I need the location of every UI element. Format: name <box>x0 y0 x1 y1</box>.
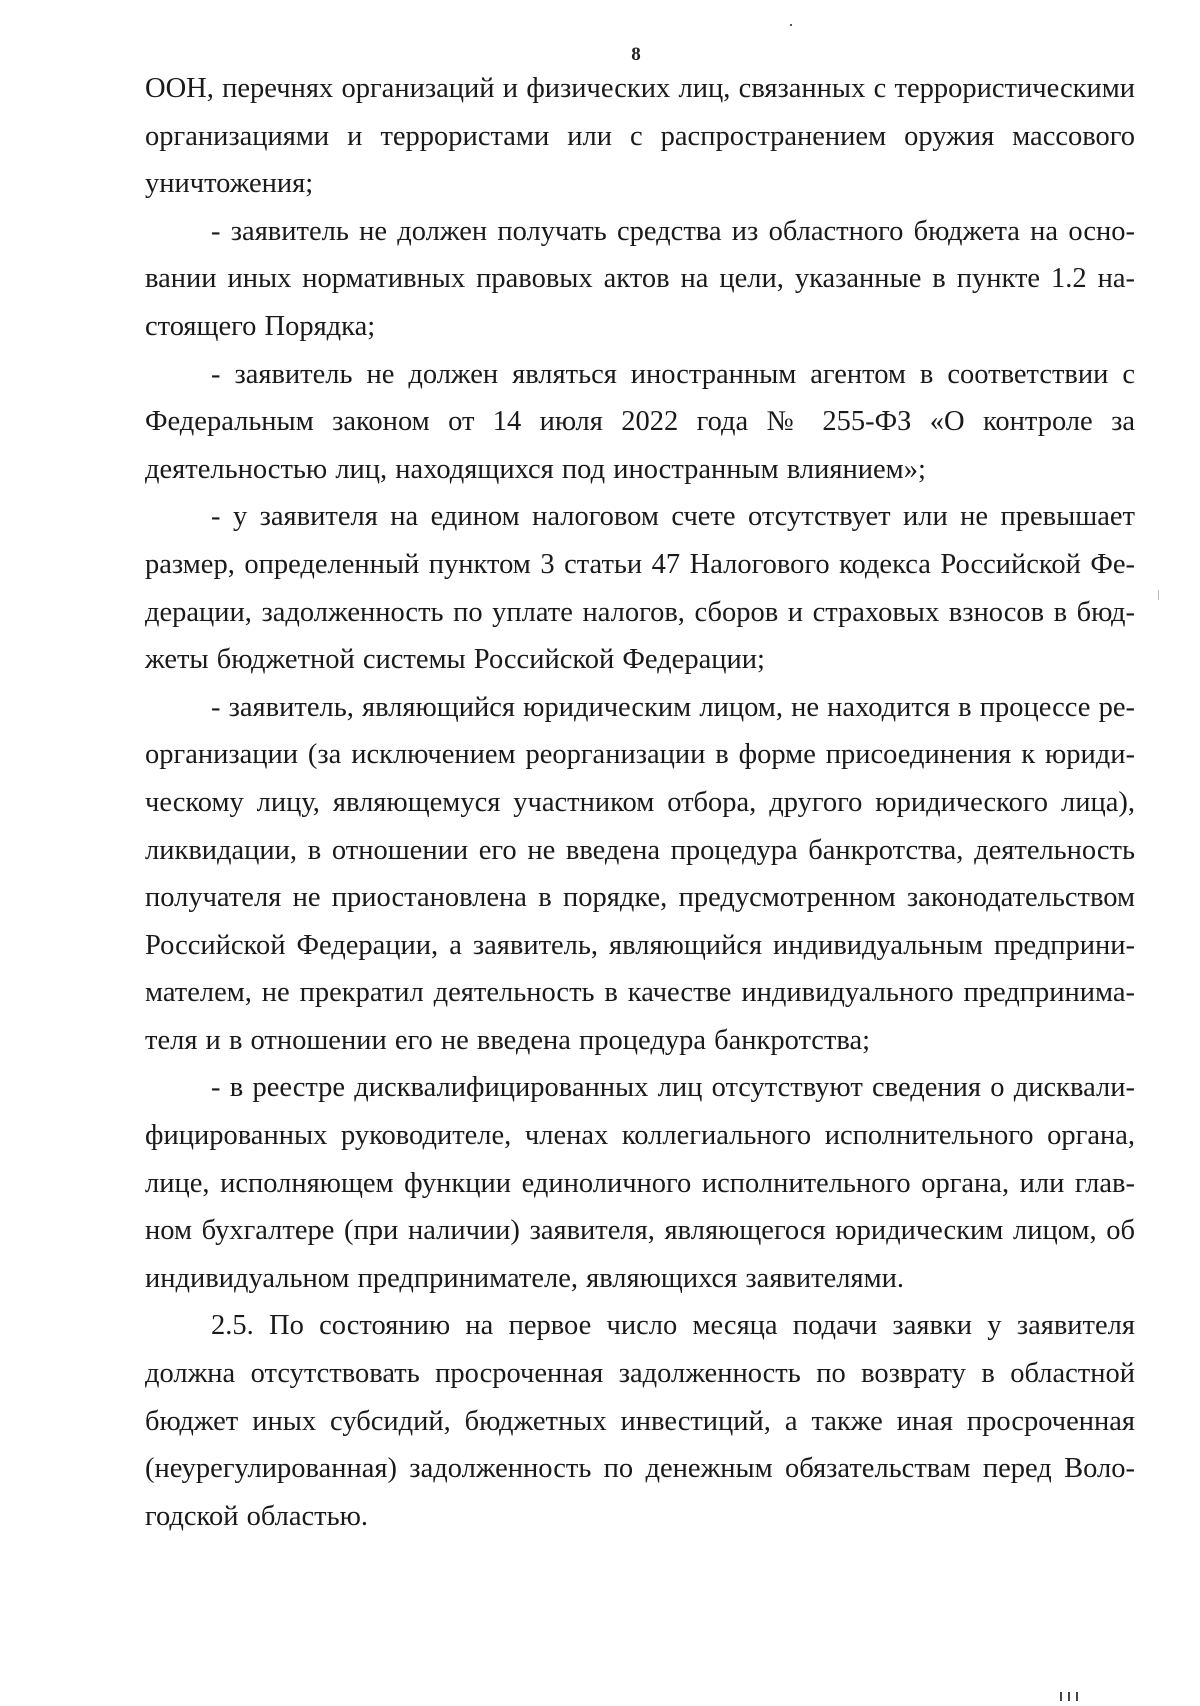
paragraph-clause-2-5: 2.5. По состоянию на первое число месяца подачи заявки у заявителя должна отсутствовать просроченная задолженность по возврату в областной бюджет иных субсидий, бюджетных инвестиций, а также иная просроченная (неурегулированная) задолженность по денежным обязательствам перед Вологодской областью. <box>145 1310 1135 1532</box>
paragraph-bullet-budget-funds: - заявитель не должен получать средства из областного бюджета на основании иных нормативных правовых актов на цели, указанные в пункте 1.2 настоящего Порядка; <box>145 215 1135 342</box>
paragraph-bullet-reorganization: - заявитель, являющийся юридическим лицом, не находится в процессе реорганизации (за исключением реорганизации в форме присоединения к юридическому лицу, являющемуся участником отбора, другого юридического лица), ликвидации, в отношении его не введена процедура банкротства, деятельность получателя не приостановлена в порядке, предусмотренном законодательством Российской Федерации, а заявитель, являющийся индивидуальным предпринимателем, не прекратил деятельность в качестве индивидуального предпринимателя и в отношении его не введена процедура банкротства; <box>145 691 1135 1056</box>
page-number: 8 <box>631 44 641 65</box>
paragraph-bullet-disqualified-persons: - в реестре дисквалифицированных лиц отсутствуют сведения о дисквалифицированных руководителе, членах коллегиального исполнительного органа, лице, исполняющем функции единоличного исполнительного органа, или главном бухгалтере (при наличии) заявителя, являющегося юридическим лицом, об индивидуальном предпринимателе, являющихся заявителями. <box>145 1072 1135 1294</box>
paragraph-bullet-tax-debt: - у заявителя на едином налоговом счете отсутствует или не превышает размер, определенный пунктом 3 статьи 47 Налогового кодекса Российской Федерации, задолженность по уплате налогов, сборов и страховых взносов в бюджеты бюджетной системы Российской Федерации; <box>145 501 1135 676</box>
document-body <box>145 65 1135 1540</box>
scan-speck <box>1158 590 1159 600</box>
paragraph-bullet-foreign-agent: - заявитель не должен являться иностранным агентом в соответствии с Федеральным законом от 14 июля 2022 года № 255-ФЗ «О контроле за деятельностью лиц, находящихся под иностранным влиянием»; <box>145 358 1135 485</box>
scan-edge-marks <box>1060 1688 1100 1697</box>
paragraph-continuation: ООН, перечнях организаций и физических лиц, связанных с террористическими организациями и террористами или с распространением оружия массового уничтожения; <box>145 73 1135 200</box>
scan-speck <box>790 24 792 26</box>
